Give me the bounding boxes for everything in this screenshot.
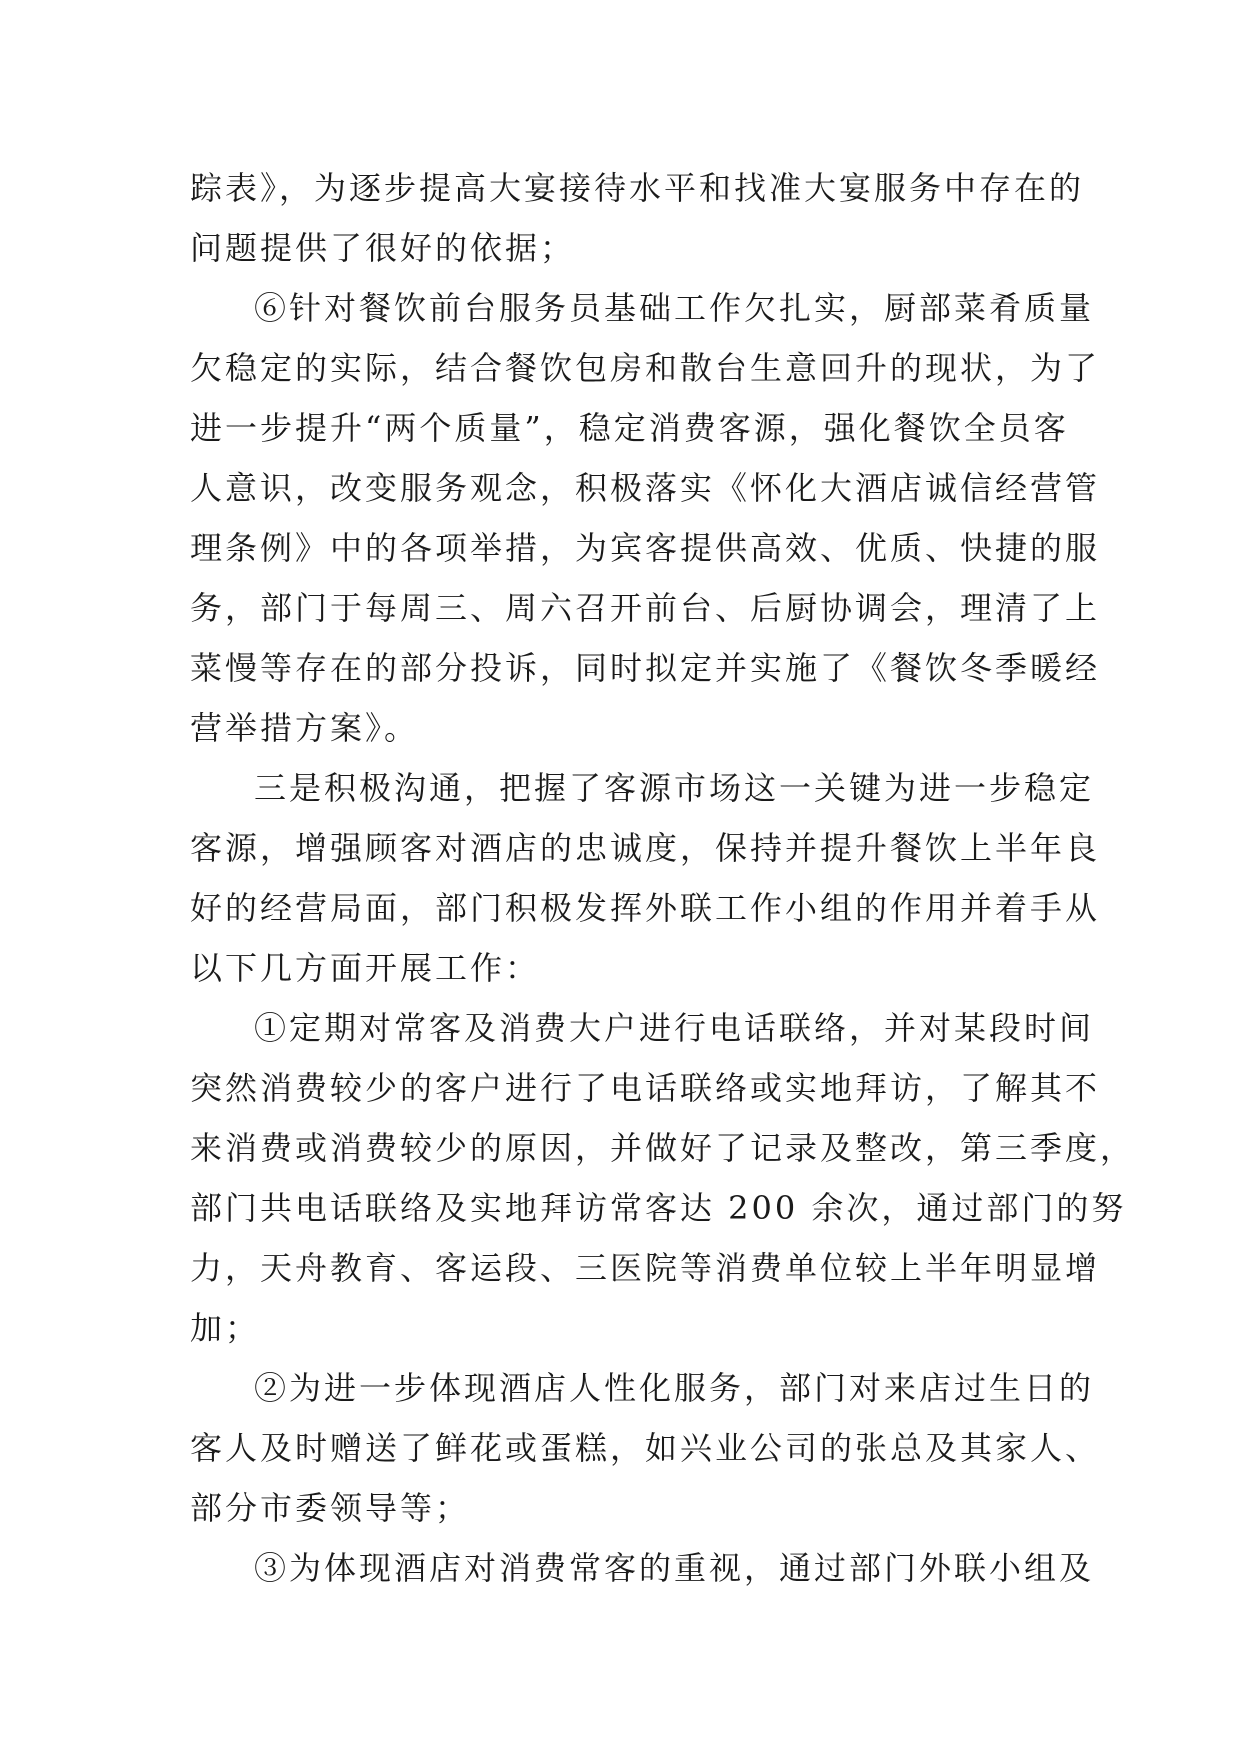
text-line: 部门共电话联络及实地拜访常客达 200 余次，通过部门的努 — [190, 1189, 1127, 1227]
text-line: 以下几方面开展工作： — [190, 949, 541, 987]
text-line: ③为体现酒店对消费常客的重视，通过部门外联小组及 — [254, 1549, 1095, 1587]
text-line: 进一步提升“两个质量”，稳定消费客源，强化餐饮全员客 — [190, 409, 1069, 447]
text-line: 菜慢等存在的部分投诉，同时拟定并实施了《餐饮冬季暖经 — [190, 649, 1101, 687]
text-line: 突然消费较少的客户进行了电话联络或实地拜访，了解其不 — [190, 1069, 1101, 1107]
text-line: 客源，增强顾客对酒店的忠诚度，保持并提升餐饮上半年良 — [190, 829, 1101, 867]
text-line: 加； — [190, 1309, 261, 1347]
paragraph-item-3 — [190, 1538, 1095, 1598]
text-line: 好的经营局面，部门积极发挥外联工作小组的作用并着手从 — [190, 889, 1101, 927]
text-line: 力，天舟教育、客运段、三医院等消费单位较上半年明显增 — [190, 1249, 1101, 1287]
paragraph-item-1 — [190, 998, 1136, 1358]
text-line: 踪表》，为逐步提高大宴接待水平和找准大宴服务中存在的 — [190, 169, 1085, 207]
text-line: ⑥针对餐饮前台服务员基础工作欠扎实，厨部菜肴质量 — [254, 289, 1095, 327]
text-line: 部分市委领导等； — [190, 1489, 471, 1527]
text-line: 客人及时赠送了鲜花或蛋糕，如兴业公司的张总及其家人、 — [190, 1429, 1101, 1467]
text-line: ①定期对常客及消费大户进行电话联络，并对某段时间 — [254, 1009, 1095, 1047]
document-body — [190, 158, 1136, 1598]
text-line: 欠稳定的实际，结合餐饮包房和散台生意回升的现状，为了 — [190, 349, 1101, 387]
paragraph-banquet-tracking — [190, 158, 1085, 278]
text-line: 营举措方案》。 — [190, 709, 420, 747]
paragraph-section-three — [190, 758, 1101, 998]
text-line: 务，部门于每周三、周六召开前台、后厨协调会，理清了上 — [190, 589, 1101, 627]
paragraph-item-6 — [190, 278, 1101, 758]
text-line: 问题提供了很好的依据； — [190, 229, 576, 267]
text-line: ②为进一步体现酒店人性化服务，部门对来店过生日的 — [254, 1369, 1095, 1407]
text-line: 人意识，改变服务观念，积极落实《怀化大酒店诚信经营管 — [190, 469, 1101, 507]
text-line: 三是积极沟通，把握了客源市场这一关键为进一步稳定 — [254, 769, 1095, 807]
text-line: 来消费或消费较少的原因，并做好了记录及整改，第三季度， — [190, 1129, 1136, 1167]
paragraph-item-2 — [190, 1358, 1101, 1538]
text-line: 理条例》中的各项举措，为宾客提供高效、优质、快捷的服 — [190, 529, 1101, 567]
